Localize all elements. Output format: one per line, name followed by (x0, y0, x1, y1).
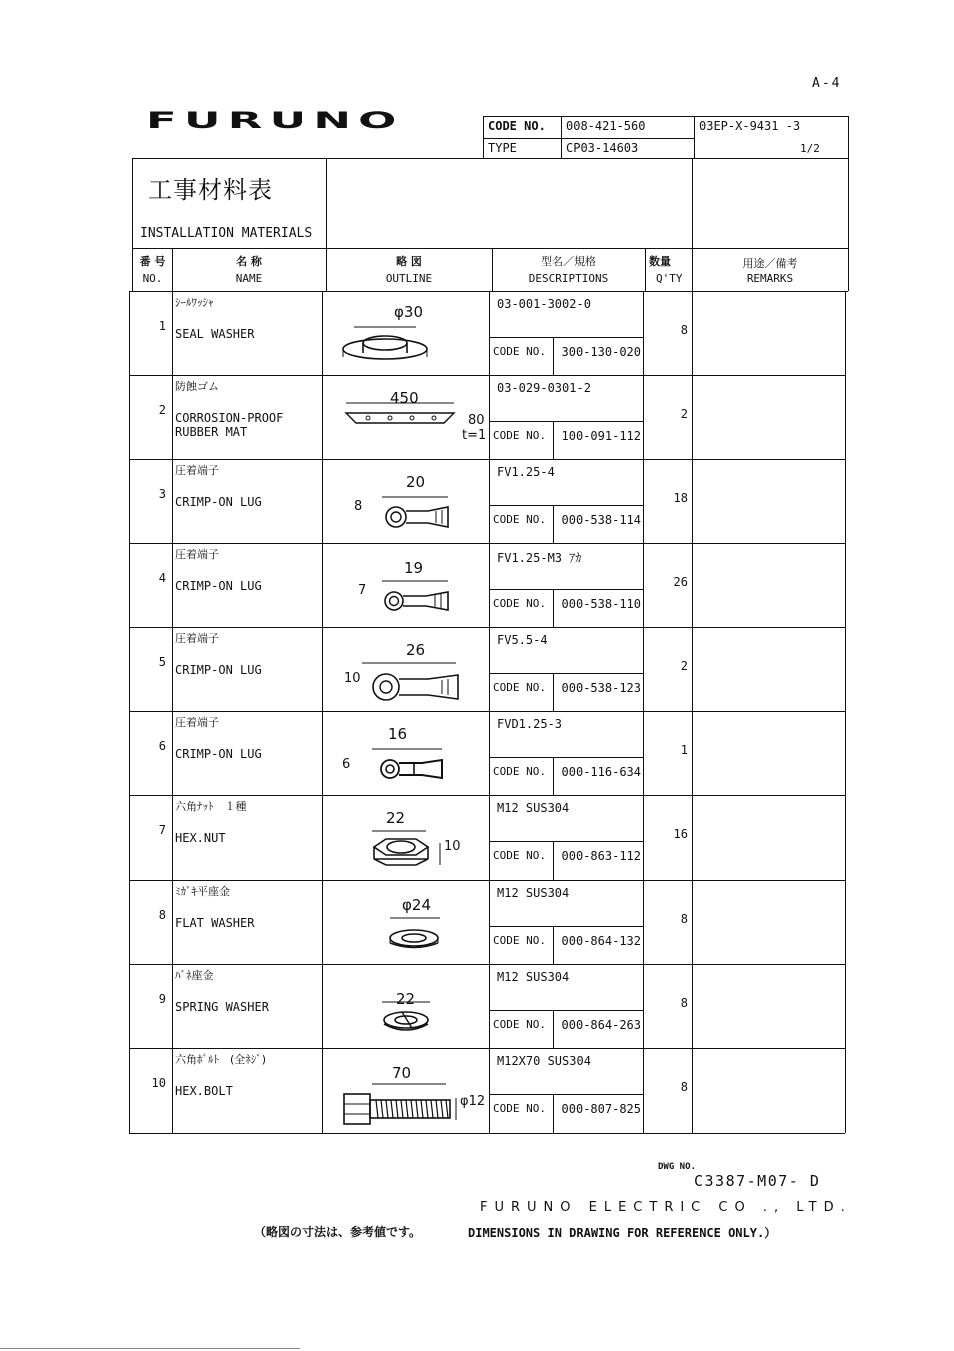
table-rule (845, 291, 846, 1133)
thread-mark (431, 1100, 433, 1118)
row-code-label: CODE NO. (493, 1102, 546, 1115)
table-rule (129, 1048, 845, 1049)
row-name-jp: ﾐｶﾞｷ平座金 (175, 885, 230, 898)
outline-dimension: φ12 (460, 1094, 486, 1109)
table-rule (129, 964, 845, 965)
dwg-number: C3387-M07- D (694, 1172, 821, 1190)
row-description: M12X70 SUS304 (497, 1054, 591, 1068)
thread-mark (436, 1100, 438, 1118)
row-code-value: 000-538-114 (561, 513, 641, 527)
row-description: 03-029-0301-2 (497, 381, 591, 395)
outline-dimension: 26 (406, 641, 426, 659)
row-quantity: 8 (680, 996, 688, 1010)
thread-mark (411, 1100, 413, 1118)
col-qty-jp: 数量 (649, 255, 671, 268)
row-number: 1 (158, 319, 166, 333)
row-code-label: CODE NO. (493, 765, 546, 778)
row-description: FV1.25-4 (497, 465, 555, 479)
table-rule (489, 841, 643, 842)
col-outline-en: OUTLINE (385, 272, 433, 285)
outline-dimension: 80 (468, 413, 485, 428)
thread-mark (376, 1100, 378, 1118)
outline-dimension: φ24 (402, 896, 431, 914)
table-rule (489, 757, 643, 758)
row-name-jp: 圧着端子 (175, 632, 219, 645)
row-code-label: CODE NO. (493, 429, 546, 442)
row-name-en: SPRING WASHER (175, 1000, 269, 1014)
row-code-value: 000-538-110 (561, 597, 641, 611)
outline-drawing (332, 1056, 492, 1126)
table-rule (129, 1133, 845, 1134)
col-no-jp: 番 号 (139, 255, 166, 268)
title-en: INSTALLATION MATERIALS (140, 226, 313, 241)
outline-dimension: 22 (386, 809, 406, 827)
outline-dimension: 20 (406, 473, 426, 491)
row-name-en: CRIMP-ON LUG (175, 663, 262, 677)
table-rule (489, 421, 643, 422)
col-desc-en: DESCRIPTIONS (528, 272, 609, 285)
row-code-label: CODE NO. (493, 1018, 546, 1031)
thread-mark (381, 1100, 383, 1118)
col-qty-en: Q'TY (656, 272, 683, 285)
outline-dimension: 7 (358, 583, 367, 598)
row-number: 6 (158, 739, 166, 753)
table-rule (322, 291, 323, 1133)
row-code-value: 000-864-263 (561, 1018, 641, 1032)
row-name-en: FLAT WASHER (175, 916, 255, 930)
outline-dimension: 10 (444, 839, 461, 854)
table-rule (489, 926, 643, 927)
outline-dimension: 450 (390, 389, 419, 407)
row-description: FV1.25-M3 ｱｶ (497, 551, 582, 565)
row-name-en: HEX.BOLT (175, 1084, 233, 1098)
outline-dimension: 16 (388, 725, 408, 743)
table-rule (489, 1094, 643, 1095)
table-rule (129, 375, 845, 376)
row-description: FVD1.25-3 (497, 717, 563, 731)
table-rule (489, 1010, 643, 1011)
row-quantity: 8 (680, 912, 688, 926)
table-rule (172, 291, 173, 1133)
row-name-jp: 圧着端子 (175, 464, 219, 477)
row-name-en: CRIMP-ON LUG (175, 747, 262, 761)
table-rule (129, 459, 845, 460)
row-code-value: 300-130-020 (561, 345, 641, 359)
row-code-value: 000-116-634 (561, 765, 641, 779)
row-code-label: CODE NO. (493, 934, 546, 947)
table-rule (553, 505, 554, 543)
col-desc-jp: 型名／規格 (541, 255, 596, 268)
row-number: 3 (158, 487, 166, 501)
thread-mark (406, 1100, 408, 1118)
thread-mark (391, 1100, 393, 1118)
table-rule (553, 841, 554, 880)
row-quantity: 1 (680, 743, 688, 757)
row-code-label: CODE NO. (493, 681, 546, 694)
table-rule (129, 880, 845, 881)
outline-sketch-7 (332, 803, 492, 873)
row-name-jp: ｼｰﾙﾜｯｼｬ (175, 296, 214, 309)
row-description: FV5.5-4 (497, 633, 548, 647)
furuno-logo: FURUNO (146, 108, 404, 134)
row-name-jp: 六角ﾎﾞﾙﾄ (全ﾈｼﾞ) (175, 1053, 267, 1066)
thread-mark (401, 1100, 403, 1118)
code-no-value: 008-421-560 (566, 119, 646, 133)
outline-dimension: 10 (344, 671, 361, 686)
code-no-label: CODE NO. (488, 119, 546, 133)
row-description: 03-001-3002-0 (497, 297, 591, 311)
row-number: 9 (158, 992, 166, 1006)
row-code-label: CODE NO. (493, 345, 546, 358)
row-quantity: 8 (680, 323, 688, 337)
note-jp: （略図の寸法は、参考値です。 (254, 1225, 422, 1239)
row-name-jp: 六角ﾅｯﾄ １種 (175, 800, 247, 813)
row-code-label: CODE NO. (493, 849, 546, 862)
table-rule (553, 337, 554, 375)
row-code-value: 000-863-112 (561, 849, 641, 863)
outline-drawing (332, 803, 482, 873)
outline-dimension: 70 (392, 1064, 412, 1082)
row-number: 10 (151, 1076, 166, 1090)
col-outline-jp: 略 図 (396, 255, 422, 268)
row-quantity: 8 (680, 1080, 688, 1094)
row-name-jp: 圧着端子 (175, 548, 219, 561)
table-rule (553, 1010, 554, 1048)
row-code-label: CODE NO. (493, 597, 546, 610)
table-rule (129, 795, 845, 796)
col-no-en: NO. (142, 272, 163, 285)
row-name-en: CRIMP-ON LUG (175, 495, 262, 509)
thread-mark (446, 1100, 448, 1118)
table-rule (129, 711, 845, 712)
col-remarks-jp: 用途／備考 (742, 257, 798, 270)
row-number: 7 (158, 823, 166, 837)
table-rule (129, 543, 845, 544)
row-code-label: CODE NO. (493, 513, 546, 526)
bottom-rule (0, 1348, 300, 1349)
thread-mark (416, 1100, 418, 1118)
row-name-en: SEAL WASHER (175, 327, 255, 341)
doc-number: 03EP-X-9431 -3 (699, 119, 801, 133)
thread-mark (421, 1100, 423, 1118)
title-jp: 工事材料表 (148, 176, 273, 204)
row-quantity: 2 (680, 407, 688, 421)
note-en: DIMENSIONS IN DRAWING FOR REFERENCE ONLY.） (468, 1226, 777, 1240)
thread-mark (386, 1100, 388, 1118)
row-number: 5 (158, 655, 166, 669)
col-name-en: NAME (235, 272, 263, 285)
outline-dimension: 8 (354, 499, 363, 514)
row-code-value: 000-538-123 (561, 681, 641, 695)
row-name-en: RUBBER MAT (175, 425, 248, 439)
table-rule (129, 291, 130, 1133)
row-description: M12 SUS304 (497, 886, 570, 900)
table-rule (553, 589, 554, 627)
row-description: M12 SUS304 (497, 801, 570, 815)
outline-dimension: 22 (396, 990, 416, 1008)
table-rule (692, 291, 693, 1133)
thread-mark (426, 1100, 428, 1118)
table-rule (553, 1094, 554, 1133)
outline-dimension: 6 (342, 757, 351, 772)
row-description: M12 SUS304 (497, 970, 570, 984)
type-value: CP03-14603 (566, 141, 639, 155)
thread-mark (396, 1100, 398, 1118)
table-rule (489, 505, 643, 506)
outline-dimension: 19 (404, 559, 424, 577)
outline-dimension: t=1 (462, 428, 487, 443)
row-name-en: CRIMP-ON LUG (175, 579, 262, 593)
row-code-value: 100-091-112 (561, 429, 641, 443)
type-label: TYPE (488, 141, 517, 155)
row-code-value: 000-807-825 (561, 1102, 641, 1116)
row-name-en: CORROSION-PROOF (175, 411, 284, 425)
row-name-jp: ﾊﾞﾈ座金 (175, 969, 214, 982)
row-number: 8 (158, 908, 166, 922)
row-name-en: HEX.NUT (175, 831, 226, 845)
outline-sketch-6 (332, 719, 492, 789)
thread-mark (441, 1100, 443, 1118)
table-rule (129, 627, 845, 628)
table-rule (553, 673, 554, 711)
row-quantity: 16 (673, 827, 688, 841)
table-rule (553, 757, 554, 795)
table-rule (553, 926, 554, 964)
table-rule (129, 291, 845, 292)
outline-sketch-10 (332, 1056, 492, 1126)
page-fraction: 1/2 (800, 142, 820, 155)
page-label: A-4 (812, 76, 842, 91)
row-code-value: 000-864-132 (561, 934, 641, 948)
col-name-jp: 名 称 (236, 255, 262, 268)
outline-dimension: φ30 (394, 303, 423, 321)
row-name-jp: 圧着端子 (175, 716, 219, 729)
row-quantity: 18 (673, 491, 688, 505)
row-number: 2 (158, 403, 166, 417)
row-number: 4 (158, 571, 166, 585)
company-name: FURUNO ELECTRIC CO ., LTD. (480, 1200, 852, 1215)
dwg-label: DWG NO. (658, 1162, 696, 1172)
col-remarks-en: REMARKS (746, 272, 794, 285)
row-quantity: 2 (680, 659, 688, 673)
table-rule (489, 673, 643, 674)
table-rule (489, 589, 643, 590)
row-quantity: 26 (673, 575, 688, 589)
table-rule (553, 421, 554, 459)
table-rule (489, 337, 643, 338)
row-name-jp: 防蝕ゴム (175, 380, 219, 393)
